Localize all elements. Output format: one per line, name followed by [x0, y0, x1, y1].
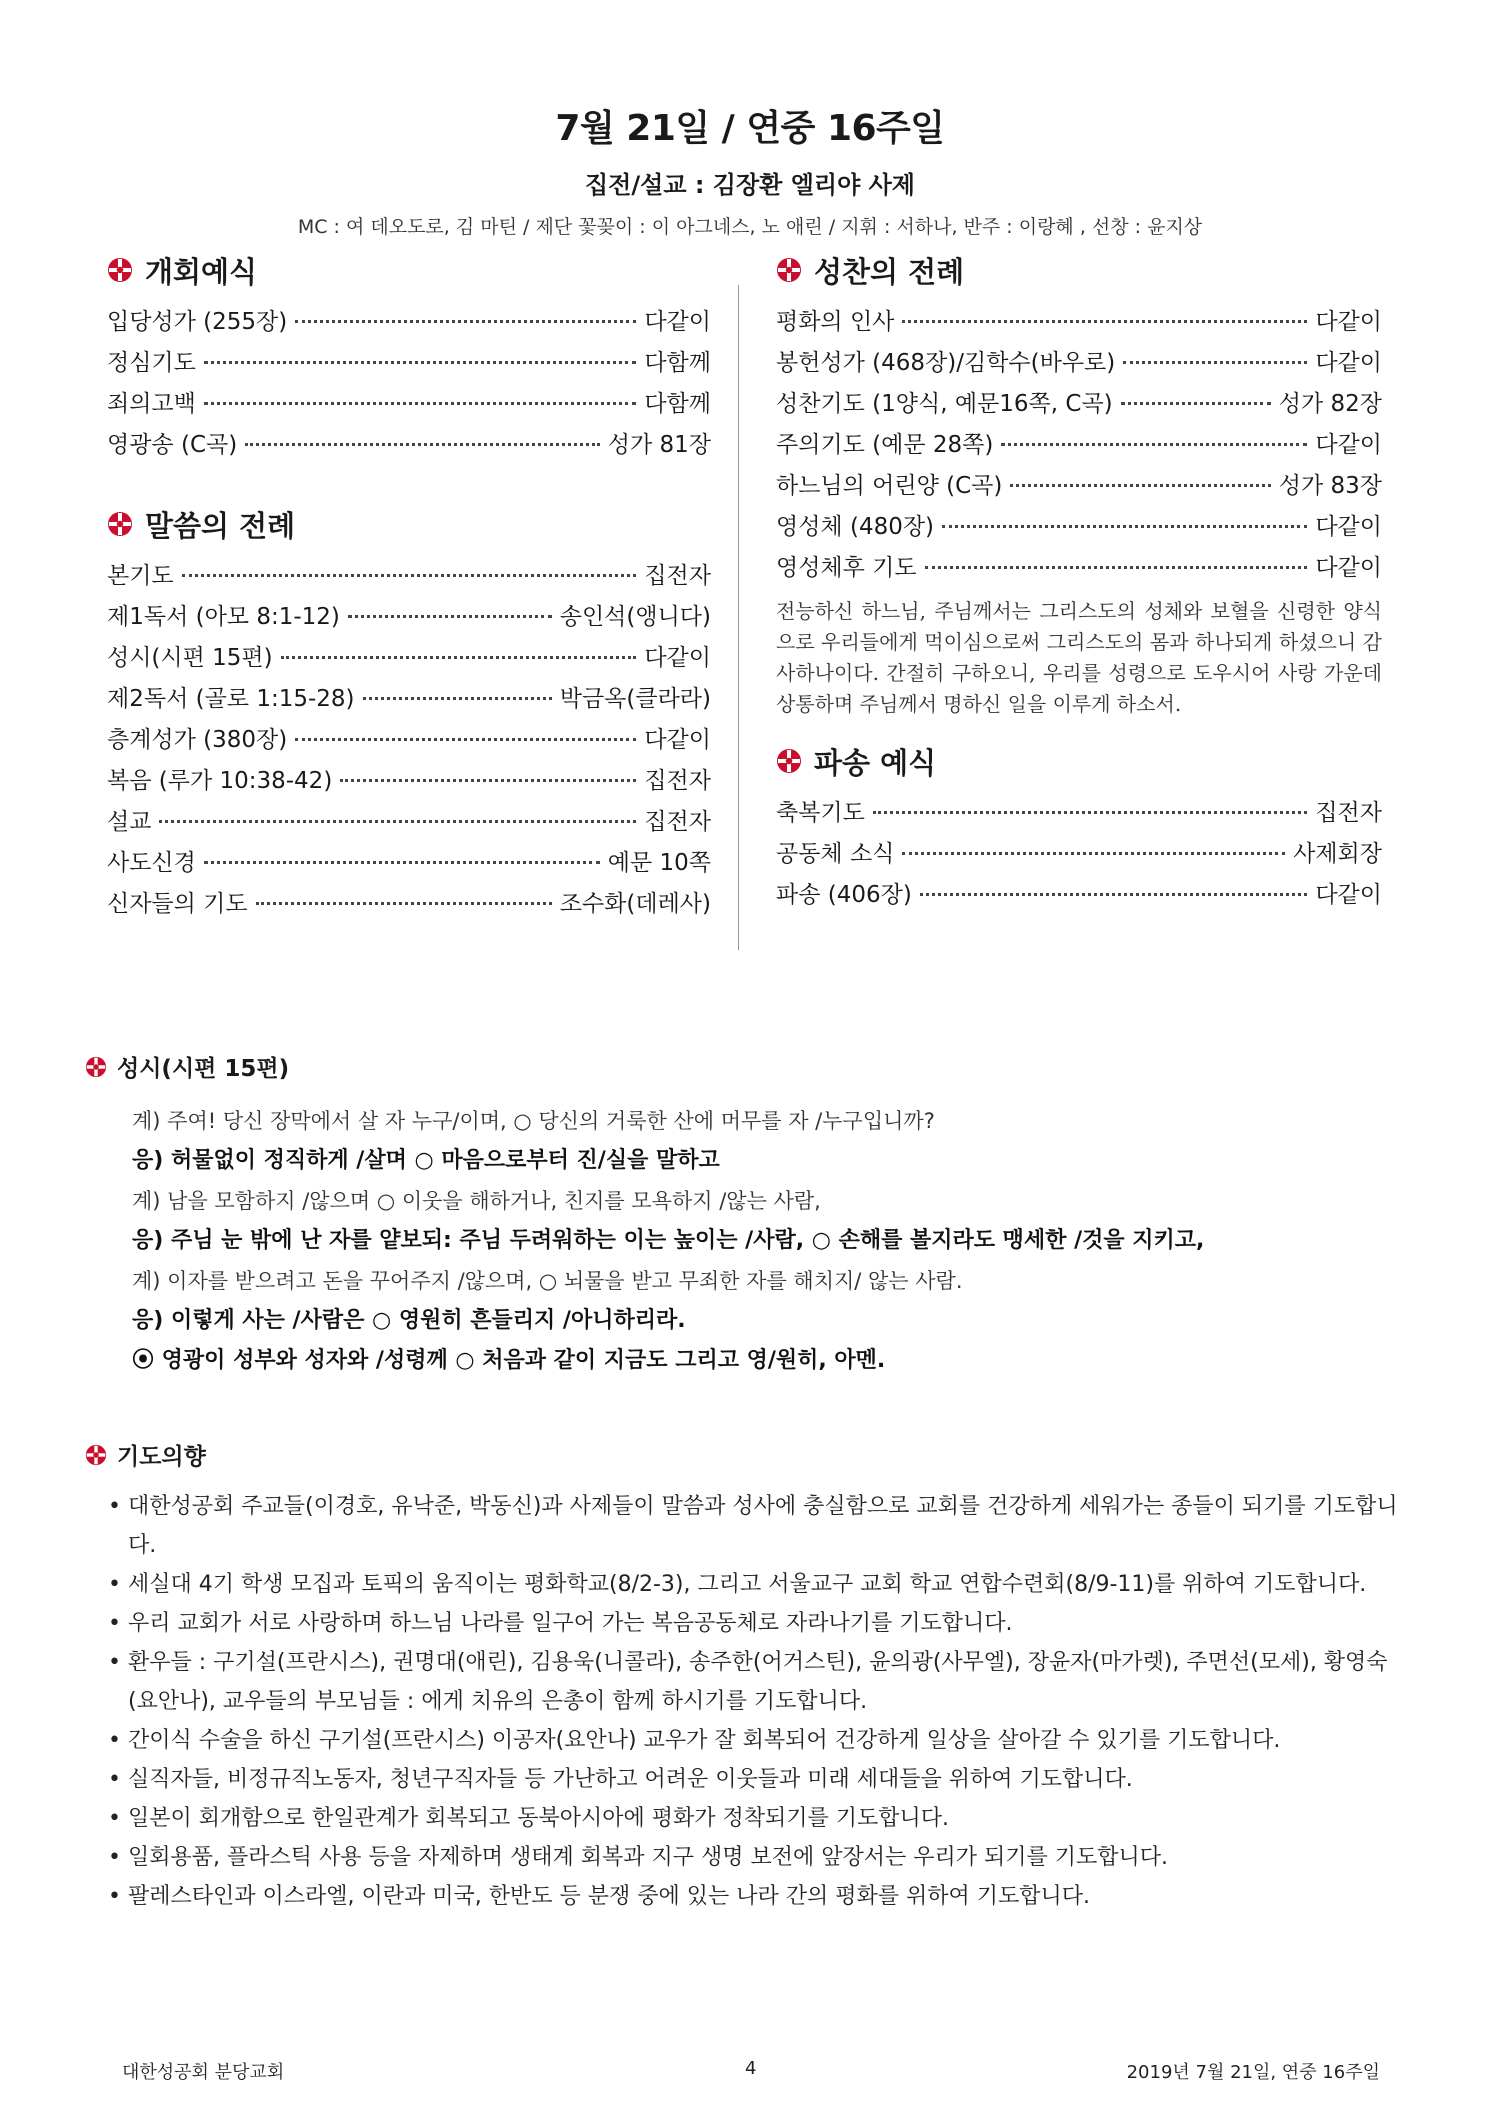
- cross-in-circle-icon: [85, 1056, 107, 1078]
- prayer-intentions-heading: 기도의향: [85, 1438, 1405, 1471]
- list-item: 성시(시편 15편) 다같이: [107, 645, 711, 671]
- psalm-line: ⦿ 영광이 성부와 성자와 /성령께 ○ 처음과 같이 지금도 그리고 영/원히, 아멘.: [132, 1348, 886, 1373]
- leader-dots: [295, 738, 636, 741]
- bullet: •: [108, 1611, 121, 1636]
- leader-dots: [348, 615, 552, 618]
- leader-dots: [159, 820, 636, 823]
- footer-church-name: 대한성공회 분당교회: [122, 2062, 285, 2083]
- prayer-intentions-section: [85, 1438, 1405, 1916]
- psalm-section: [85, 1050, 1405, 1381]
- bullet: •: [108, 1650, 121, 1675]
- list-item: 평화의 인사 다같이: [776, 309, 1382, 335]
- leader-dots: [1001, 443, 1307, 446]
- prayer-intentions-list: [85, 1487, 1405, 1916]
- leader-dots: [942, 525, 1307, 528]
- psalm-lines: [132, 1101, 1405, 1381]
- celebrant-line: 집전/설교 : 김장환 엘리야 사제: [585, 171, 915, 199]
- leader-dots: [1121, 402, 1271, 405]
- cross-in-circle-icon: [107, 257, 133, 283]
- bullet: •: [108, 1845, 121, 1870]
- list-item: • 우리 교회가 서로 사랑하며 하느님 나라를 일구어 가는 복음공동체로 자라나기를 기도합니다.: [108, 1604, 1405, 1643]
- leader-dots: [1123, 361, 1307, 364]
- list-item: • 일본이 회개함으로 한일관계가 회복되고 동북아시아에 평화가 정착되기를 기도합니다.: [108, 1799, 1405, 1838]
- leader-dots: [281, 656, 637, 659]
- list-item: 본기도 집전자: [107, 563, 711, 589]
- list-item: 파송 (406장) 다같이: [776, 882, 1382, 908]
- leader-dots: [902, 852, 1285, 855]
- list-item: 제2독서 (골로 1:15-28) 박금옥(클라라): [107, 686, 711, 712]
- bullet: •: [108, 1572, 121, 1597]
- leader-dots: [902, 320, 1307, 323]
- leader-dots: [340, 779, 636, 782]
- dismissal-list: [776, 794, 1382, 917]
- list-item: • 환우들 : 구기설(프란시스), 권명대(애린), 김용욱(니콜라), 송주한(어거스틴), 윤의광(사무엘), 장윤자(마가렛), 주면선(모세), 황영숙(요안나), 교우들의 부모님들 : 에게 치유의 은총이 함께 하시기를 기도합니다.: [108, 1643, 1405, 1721]
- list-item: 사도신경 예문 10쪽: [107, 850, 711, 876]
- leader-dots: [873, 811, 1307, 814]
- leader-dots: [204, 861, 600, 864]
- list-item: 영성체후 기도 다같이: [776, 555, 1382, 581]
- leader-dots: [920, 893, 1308, 896]
- list-item: 공동체 소식 사제회장: [776, 841, 1382, 867]
- leader-dots: [295, 320, 636, 323]
- list-item: • 대한성공회 주교들(이경호, 유낙준, 박동신)과 사제들이 말씀과 성사에 충실함으로 교회를 건강하게 세워가는 종들이 되기를 기도합니다.: [108, 1487, 1405, 1565]
- list-item: • 간이식 수술을 하신 구기설(프란시스) 이공자(요안나) 교우가 잘 회복되어 건강하게 일상을 살아갈 수 있기를 기도합니다.: [108, 1721, 1405, 1760]
- list-item: 주의기도 (예문 28쪽) 다같이: [776, 432, 1382, 458]
- leader-dots: [363, 697, 552, 700]
- list-item: 입당성가 (255장) 다같이: [107, 309, 711, 335]
- psalm-line: 응) 이렇게 사는 /사람은 ○ 영원히 흔들리지 /아니하리라.: [132, 1308, 686, 1333]
- bullet: •: [108, 1884, 121, 1909]
- eucharist-list: [776, 303, 1382, 590]
- cross-in-circle-icon: [85, 1444, 107, 1466]
- bulletin-header: [0, 100, 1500, 239]
- psalm-line: 응) 주님 눈 밖에 난 자를 얕보되: 주님 두려워하는 이는 높이는 /사람, ○ 손해를 볼지라도 맹세한 /것을 지키고,: [132, 1228, 1205, 1253]
- list-item: 죄의고백 다함께: [107, 391, 711, 417]
- leader-dots: [245, 443, 600, 446]
- post-communion-prayer-text: 전능하신 하느님, 주님께서는 그리스도의 성체와 보혈을 신령한 양식으로 우리들에게 먹이심으로써 그리스도의 몸과 하나되게 하셨으니 감사하나이다. 간절히 구하오니, 우리를 성령으로 도우시어 사랑 가운데 상통하며 주님께서 명하신 일을 이루게 하소서.: [776, 599, 1382, 716]
- list-item: 하느님의 어린양 (C곡) 성가 83장: [776, 473, 1382, 499]
- section-heading-dismissal: 파송 예식: [776, 736, 1382, 786]
- list-item: 신자들의 기도 조수화(데레사): [107, 891, 711, 917]
- list-item: 축복기도 집전자: [776, 800, 1382, 826]
- liturgy-left-column: [107, 245, 711, 926]
- bullet: •: [108, 1806, 121, 1831]
- list-item: 복음 (루가 10:38-42) 집전자: [107, 768, 711, 794]
- list-item: • 일회용품, 플라스틱 사용 등을 자제하며 생태계 회복과 지구 생명 보전에 앞장서는 우리가 되기를 기도합니다.: [108, 1838, 1405, 1877]
- list-item: • 팔레스타인과 이스라엘, 이란과 미국, 한반도 등 분쟁 중에 있는 나라 간의 평화를 위하여 기도합니다.: [108, 1877, 1405, 1916]
- psalm-line: 응) 허물없이 정직하게 /살며 ○ 마음으로부터 진/실을 말하고: [132, 1148, 720, 1173]
- psalm-heading: 성시(시편 15편): [85, 1050, 1405, 1083]
- bullet: •: [108, 1767, 121, 1792]
- list-item: 영광송 (C곡) 성가 81장: [107, 432, 711, 458]
- leader-dots: [204, 402, 636, 405]
- list-item: • 실직자들, 비정규직노동자, 청년구직자들 등 가난하고 어려운 이웃들과 미래 세대들을 위하여 기도합니다.: [108, 1760, 1405, 1799]
- liturgy-right-column: [776, 245, 1382, 917]
- footer-date: 2019년 7월 21일, 연중 16주일: [1126, 2062, 1380, 2083]
- staff-line: MC : 여 데오도로, 김 마틴 / 제단 꽃꽂이 : 이 아그네스, 노 애린 / 지휘 : 서하나, 반주 : 이랑혜 , 선창 : 윤지상: [297, 216, 1203, 238]
- list-item: 정심기도 다함께: [107, 350, 711, 376]
- footer-page-number: 4: [745, 2058, 757, 2079]
- section-heading-opening: 개회예식: [107, 245, 711, 295]
- leader-dots: [256, 902, 552, 905]
- bullet: •: [108, 1494, 121, 1519]
- list-item: 봉헌성가 (468장)/김학수(바우로) 다같이: [776, 350, 1382, 376]
- psalm-line: 계) 주여! 당신 장막에서 살 자 누구/이며, ○ 당신의 거룩한 산에 머무를 자 /누구입니까?: [132, 1109, 935, 1133]
- column-divider: [738, 285, 739, 950]
- section-heading-eucharist: 성찬의 전례: [776, 245, 1382, 295]
- list-item: 영성체 (480장) 다같이: [776, 514, 1382, 540]
- list-item: 성찬기도 (1양식, 예문16쪽, C곡) 성가 82장: [776, 391, 1382, 417]
- leader-dots: [1010, 484, 1270, 487]
- leader-dots: [204, 361, 636, 364]
- section-heading-word: 말씀의 전례: [107, 499, 711, 549]
- list-item: 층계성가 (380장) 다같이: [107, 727, 711, 753]
- word-list: [107, 557, 711, 926]
- list-item: 설교 집전자: [107, 809, 711, 835]
- leader-dots: [182, 574, 637, 577]
- cross-in-circle-icon: [776, 748, 802, 774]
- bullet: •: [108, 1728, 121, 1753]
- list-item: • 세실대 4기 학생 모집과 토픽의 움직이는 평화학교(8/2-3), 그리고 서울교구 교회 학교 연합수련회(8/9-11)를 위하여 기도합니다.: [108, 1565, 1405, 1604]
- opening-list: [107, 303, 711, 467]
- psalm-line: 계) 남을 모함하지 /않으며 ○ 이웃을 해하거나, 친지를 모욕하지 /않는 사람,: [132, 1189, 821, 1213]
- cross-in-circle-icon: [107, 511, 133, 537]
- list-item: 제1독서 (아모 8:1-12) 송인석(앵니다): [107, 604, 711, 630]
- cross-in-circle-icon: [776, 257, 802, 283]
- page-title: 7월 21일 / 연중 16주일: [555, 108, 945, 149]
- psalm-line: 계) 이자를 받으려고 돈을 꾸어주지 /않으며, ○ 뇌물을 받고 무죄한 자를 해치지/ 않는 사람.: [132, 1269, 963, 1293]
- leader-dots: [925, 566, 1308, 569]
